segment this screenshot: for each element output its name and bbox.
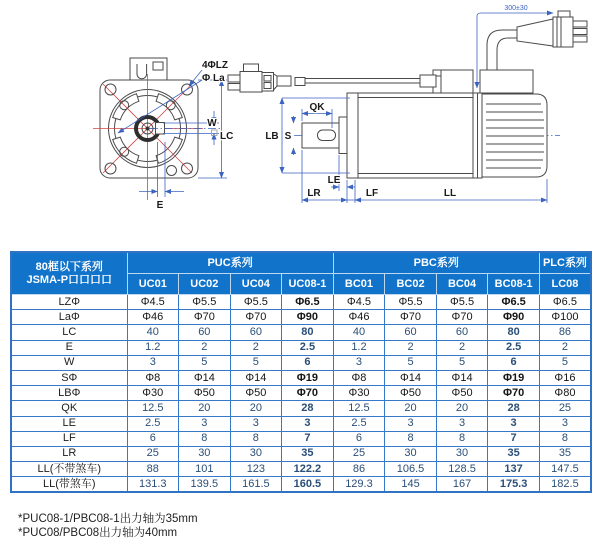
dimension-value-cell: Φ70 bbox=[230, 310, 282, 325]
dimension-value-cell: 101 bbox=[179, 462, 231, 477]
dimension-value-cell: Φ6.5 bbox=[539, 295, 591, 310]
dimension-value-cell: Φ19 bbox=[488, 370, 540, 385]
dimension-value-cell: 3 bbox=[230, 416, 282, 431]
dimension-value-cell: 2 bbox=[230, 340, 282, 355]
dimension-row-label: W bbox=[11, 355, 127, 370]
dimension-value-cell: 25 bbox=[333, 446, 385, 461]
dimension-value-cell: Φ70 bbox=[436, 310, 488, 325]
label-cable-length: 300±30 bbox=[504, 5, 528, 12]
label-e: E bbox=[156, 200, 164, 211]
dimension-value-cell: Φ90 bbox=[282, 310, 334, 325]
dimension-row-label: LL(不带煞车) bbox=[11, 462, 127, 477]
dimension-value-cell: 139.5 bbox=[179, 477, 231, 493]
dimension-value-cell: 25 bbox=[539, 401, 591, 416]
dimension-row-label: LF bbox=[11, 431, 127, 446]
dimension-value-cell: 35 bbox=[488, 446, 540, 461]
dimension-value-cell: Φ5.5 bbox=[230, 295, 282, 310]
technical-drawing bbox=[0, 0, 600, 248]
dimension-value-cell: 6 bbox=[488, 355, 540, 370]
dimension-row-label: LL(带煞车) bbox=[11, 477, 127, 493]
label-qk: QK bbox=[309, 102, 325, 113]
dimension-value-cell: 5 bbox=[436, 355, 488, 370]
dimension-value-cell: 35 bbox=[539, 446, 591, 461]
table-row bbox=[11, 462, 591, 477]
dimension-value-cell: 175.3 bbox=[488, 477, 540, 493]
dimension-value-cell: 60 bbox=[385, 325, 437, 340]
dimension-value-cell: 160.5 bbox=[282, 477, 334, 493]
front-view-drawing bbox=[93, 58, 233, 211]
dimension-value-cell: Φ5.5 bbox=[436, 295, 488, 310]
dimension-value-cell: 35 bbox=[282, 446, 334, 461]
dimension-value-cell: 60 bbox=[230, 325, 282, 340]
dimension-row-label: SΦ bbox=[11, 370, 127, 385]
dimension-value-cell: 86 bbox=[333, 462, 385, 477]
dimension-value-cell: Φ6.5 bbox=[488, 295, 540, 310]
dimension-value-cell: Φ70 bbox=[179, 310, 231, 325]
dimension-value-cell: 2.5 bbox=[282, 340, 334, 355]
dimension-value-cell: 137 bbox=[488, 462, 540, 477]
table-row bbox=[11, 325, 591, 340]
dimension-value-cell: Φ50 bbox=[230, 386, 282, 401]
dimension-value-cell: 3 bbox=[127, 355, 179, 370]
dimension-value-cell: 129.3 bbox=[333, 477, 385, 493]
label-w: W bbox=[207, 118, 217, 129]
dimension-value-cell: 7 bbox=[488, 431, 540, 446]
dimension-value-cell: 5 bbox=[179, 355, 231, 370]
front-connector-icon bbox=[130, 58, 167, 80]
spec-table-body bbox=[11, 295, 591, 493]
motor-body bbox=[358, 93, 473, 178]
dimension-value-cell: 1.2 bbox=[127, 340, 179, 355]
label-le: LE bbox=[327, 175, 341, 186]
model-column-header: UC08-1 bbox=[282, 274, 334, 295]
dimension-value-cell: Φ90 bbox=[488, 310, 540, 325]
dimension-value-cell: Φ5.5 bbox=[385, 295, 437, 310]
dimension-value-cell: 8 bbox=[436, 431, 488, 446]
table-row bbox=[11, 295, 591, 310]
dimension-value-cell: 30 bbox=[230, 446, 282, 461]
encoder-housing bbox=[482, 94, 547, 177]
dimension-value-cell: 86 bbox=[539, 325, 591, 340]
dimension-value-cell: Φ30 bbox=[333, 386, 385, 401]
dimension-value-cell: Φ70 bbox=[385, 310, 437, 325]
table-row bbox=[11, 477, 591, 493]
model-column-header: BC04 bbox=[436, 274, 488, 295]
model-column-header: BC08-1 bbox=[488, 274, 540, 295]
dimension-value-cell: 2 bbox=[436, 340, 488, 355]
dimension-value-cell: Φ8 bbox=[333, 370, 385, 385]
dimension-value-cell: 30 bbox=[436, 446, 488, 461]
dimension-value-cell: 60 bbox=[436, 325, 488, 340]
dimension-value-cell: 2.5 bbox=[488, 340, 540, 355]
model-column-header: UC02 bbox=[179, 274, 231, 295]
dimension-value-cell: Φ30 bbox=[127, 386, 179, 401]
dimension-value-cell: Φ14 bbox=[385, 370, 437, 385]
dimension-row-label: LZΦ bbox=[11, 295, 127, 310]
model-column-header: UC01 bbox=[127, 274, 179, 295]
dimension-value-cell: Φ14 bbox=[179, 370, 231, 385]
dimension-value-cell: 167 bbox=[436, 477, 488, 493]
dimension-value-cell: 12.5 bbox=[127, 401, 179, 416]
label-lc: LC bbox=[220, 131, 234, 142]
dimension-value-cell: 8 bbox=[230, 431, 282, 446]
dimension-value-cell: 2 bbox=[539, 340, 591, 355]
dimension-value-cell: 30 bbox=[385, 446, 437, 461]
series-group-header: PLC系列 bbox=[539, 252, 591, 274]
model-column-header: BC01 bbox=[333, 274, 385, 295]
dimension-row-label: LBΦ bbox=[11, 386, 127, 401]
dimension-value-cell: Φ46 bbox=[127, 310, 179, 325]
dimension-value-cell: 2.5 bbox=[333, 416, 385, 431]
power-connector-icon bbox=[228, 64, 473, 93]
dimension-value-cell: 3 bbox=[179, 416, 231, 431]
shaft bbox=[302, 123, 339, 148]
dimension-value-cell: 3 bbox=[282, 416, 334, 431]
dimension-value-cell: Φ50 bbox=[179, 386, 231, 401]
table-row bbox=[11, 340, 591, 355]
dimension-value-cell: 6 bbox=[282, 355, 334, 370]
dimension-row-label: LR bbox=[11, 446, 127, 461]
dimension-value-cell: 20 bbox=[230, 401, 282, 416]
dimension-value-cell: 128.5 bbox=[436, 462, 488, 477]
dimension-value-cell: Φ19 bbox=[282, 370, 334, 385]
dimension-value-cell: 60 bbox=[179, 325, 231, 340]
dimension-value-cell: 2 bbox=[385, 340, 437, 355]
side-view-drawing bbox=[228, 5, 587, 203]
table-row bbox=[11, 416, 591, 431]
dimension-value-cell: 145 bbox=[385, 477, 437, 493]
dimension-value-cell: 131.3 bbox=[127, 477, 179, 493]
label-phi-la: Φ La bbox=[202, 73, 225, 84]
table-row bbox=[11, 355, 591, 370]
label-lb: LB bbox=[265, 131, 279, 142]
dimension-row-label: QK bbox=[11, 401, 127, 416]
dimension-value-cell: 28 bbox=[282, 401, 334, 416]
dimension-value-cell: Φ80 bbox=[539, 386, 591, 401]
spec-table bbox=[10, 251, 592, 493]
label-lf: LF bbox=[365, 188, 379, 199]
dimension-value-cell: 182.5 bbox=[539, 477, 591, 493]
dimension-value-cell: Φ50 bbox=[436, 386, 488, 401]
label-ll: LL bbox=[443, 188, 457, 199]
dimension-value-cell: 80 bbox=[488, 325, 540, 340]
dimension-value-cell: 106.5 bbox=[385, 462, 437, 477]
footnote-1: *PUC08-1/PBC08-1出力轴为35mm bbox=[18, 513, 198, 525]
table-row bbox=[11, 431, 591, 446]
dimension-value-cell: 5 bbox=[385, 355, 437, 370]
dimension-value-cell: 3 bbox=[333, 355, 385, 370]
dimension-value-cell: 3 bbox=[436, 416, 488, 431]
dimension-value-cell: Φ70 bbox=[488, 386, 540, 401]
dimension-value-cell: Φ4.5 bbox=[333, 295, 385, 310]
dimension-row-label: LC bbox=[11, 325, 127, 340]
table-row bbox=[11, 386, 591, 401]
dimension-value-cell: 6 bbox=[127, 431, 179, 446]
dimension-value-cell: 3 bbox=[488, 416, 540, 431]
table-row bbox=[11, 446, 591, 461]
table-corner-cell: 80框以下系列 JSMA-P口口口口 bbox=[11, 252, 127, 295]
dimension-value-cell: 30 bbox=[179, 446, 231, 461]
dimension-value-cell: 8 bbox=[385, 431, 437, 446]
dimension-value-cell: 25 bbox=[127, 446, 179, 461]
dimension-value-cell: 80 bbox=[282, 325, 334, 340]
dimension-value-cell: 3 bbox=[385, 416, 437, 431]
series-group-header: PUC系列 bbox=[127, 252, 333, 274]
model-column-header: UC04 bbox=[230, 274, 282, 295]
dimension-value-cell: Φ100 bbox=[539, 310, 591, 325]
dimension-value-cell: Φ16 bbox=[539, 370, 591, 385]
dimension-value-cell: 20 bbox=[179, 401, 231, 416]
dimension-value-cell: Φ14 bbox=[436, 370, 488, 385]
table-row bbox=[11, 401, 591, 416]
dimension-value-cell: 88 bbox=[127, 462, 179, 477]
footnotes bbox=[18, 512, 198, 540]
model-column-header: BC02 bbox=[385, 274, 437, 295]
footnote-2: *PUC08/PBC08出力轴为40mm bbox=[18, 527, 178, 539]
dimension-value-cell: Φ8 bbox=[127, 370, 179, 385]
dimension-value-cell: 40 bbox=[333, 325, 385, 340]
dimension-value-cell: 122.2 bbox=[282, 462, 334, 477]
dimension-value-cell: 3 bbox=[539, 416, 591, 431]
dimension-value-cell: 40 bbox=[127, 325, 179, 340]
spec-table-header bbox=[11, 252, 591, 295]
dimension-value-cell: 5 bbox=[230, 355, 282, 370]
dimension-value-cell: 123 bbox=[230, 462, 282, 477]
dimension-value-cell: 2 bbox=[179, 340, 231, 355]
dimension-value-cell: Φ5.5 bbox=[179, 295, 231, 310]
label-lr: LR bbox=[307, 188, 321, 199]
dimension-value-cell: 7 bbox=[282, 431, 334, 446]
dimension-value-cell: 6 bbox=[333, 431, 385, 446]
dimension-value-cell: 20 bbox=[385, 401, 437, 416]
dimension-value-cell: Φ6.5 bbox=[282, 295, 334, 310]
dimension-value-cell: Φ70 bbox=[282, 386, 334, 401]
model-column-header: LC08 bbox=[539, 274, 591, 295]
encoder-connector-icon bbox=[480, 11, 587, 93]
dimension-row-label: LE bbox=[11, 416, 127, 431]
dimension-value-cell: 161.5 bbox=[230, 477, 282, 493]
dimension-value-cell: 5 bbox=[539, 355, 591, 370]
label-4phi-lz: 4ΦLZ bbox=[202, 60, 228, 71]
dimension-value-cell: 8 bbox=[539, 431, 591, 446]
dimension-value-cell: 1.2 bbox=[333, 340, 385, 355]
dimension-value-cell: Φ14 bbox=[230, 370, 282, 385]
dimension-value-cell: 147.5 bbox=[539, 462, 591, 477]
series-group-header: PBC系列 bbox=[333, 252, 539, 274]
table-row bbox=[11, 370, 591, 385]
dimension-value-cell: Φ46 bbox=[333, 310, 385, 325]
dimension-row-label: E bbox=[11, 340, 127, 355]
dimension-row-label: LaΦ bbox=[11, 310, 127, 325]
dimension-value-cell: 8 bbox=[179, 431, 231, 446]
dimension-value-cell: 28 bbox=[488, 401, 540, 416]
dimension-value-cell: Φ50 bbox=[385, 386, 437, 401]
label-s: S bbox=[284, 131, 292, 142]
table-row bbox=[11, 310, 591, 325]
dimension-value-cell: Φ4.5 bbox=[127, 295, 179, 310]
dimension-value-cell: 20 bbox=[436, 401, 488, 416]
dimension-value-cell: 12.5 bbox=[333, 401, 385, 416]
dimension-value-cell: 2.5 bbox=[127, 416, 179, 431]
